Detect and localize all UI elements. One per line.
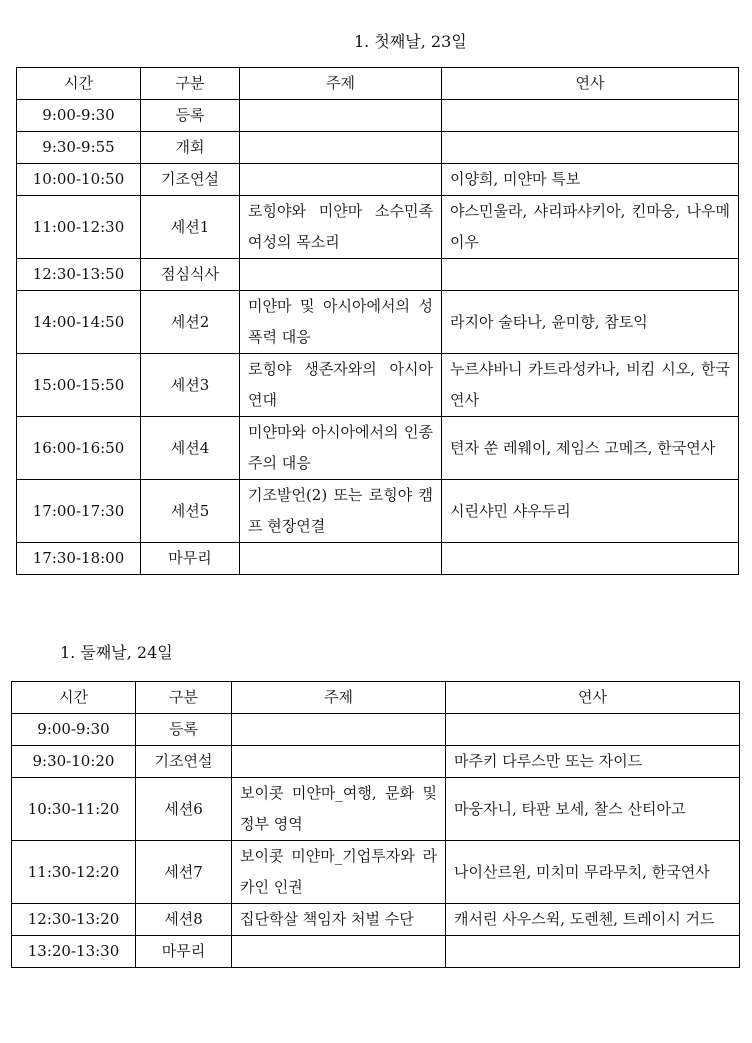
header-type: 구분 (141, 68, 240, 100)
topic-cell (232, 714, 446, 746)
table-row (12, 904, 740, 936)
type-cell: 세션1 (141, 196, 240, 259)
type-cell: 등록 (136, 714, 232, 746)
table-row (17, 259, 739, 291)
header-speaker: 연사 (442, 68, 739, 100)
speaker-cell (446, 714, 740, 746)
type-cell: 세션7 (136, 841, 232, 904)
speaker-cell: 텬자 쑨 레웨이, 제임스 고메즈, 한국연사 (442, 417, 739, 480)
speaker-cell: 시린샤민 샤우두리 (442, 480, 739, 543)
topic-cell (240, 259, 442, 291)
table-row (12, 746, 740, 778)
table-row (12, 714, 740, 746)
header-type: 구분 (136, 682, 232, 714)
type-cell: 점심식사 (141, 259, 240, 291)
topic-cell: 로힝야와 미얀마 소수민족 여성의 목소리 (240, 196, 442, 259)
topic-cell: 미얀마 및 아시아에서의 성폭력 대응 (240, 291, 442, 354)
time-cell: 11:00-12:30 (17, 196, 141, 259)
type-cell: 기조연설 (141, 164, 240, 196)
type-cell: 세션2 (141, 291, 240, 354)
topic-cell (240, 164, 442, 196)
time-cell: 17:30-18:00 (17, 543, 141, 575)
time-cell: 9:30-10:20 (12, 746, 136, 778)
header-time: 시간 (12, 682, 136, 714)
speaker-cell: 이양희, 미얀마 특보 (442, 164, 739, 196)
day2-header-row (12, 682, 740, 714)
header-topic: 주제 (240, 68, 442, 100)
topic-cell (240, 543, 442, 575)
time-cell: 11:30-12:20 (12, 841, 136, 904)
topic-cell: 집단학살 책임자 처벌 수단 (232, 904, 446, 936)
header-speaker: 연사 (446, 682, 740, 714)
time-cell: 16:00-16:50 (17, 417, 141, 480)
table-row (12, 936, 740, 968)
topic-cell: 보이콧 미얀마_여행, 문화 및 정부 영역 (232, 778, 446, 841)
speaker-cell: 누르샤바니 카트라성카나, 비킴 시오, 한국연사 (442, 354, 739, 417)
table-row (17, 164, 739, 196)
time-cell: 9:30-9:55 (17, 132, 141, 164)
type-cell: 세션3 (141, 354, 240, 417)
table-row (12, 841, 740, 904)
time-cell: 15:00-15:50 (17, 354, 141, 417)
topic-cell (232, 746, 446, 778)
table-row (17, 354, 739, 417)
speaker-cell: 캐서린 사우스윅, 도렌첸, 트레이시 거드 (446, 904, 740, 936)
table-row (17, 196, 739, 259)
day1-heading: 1. 첫째날, 23일 (354, 32, 467, 51)
speaker-cell (442, 543, 739, 575)
speaker-cell: 야스민울라, 샤리파샤키아, 킨마웅, 나우메이우 (442, 196, 739, 259)
time-cell: 10:30-11:20 (12, 778, 136, 841)
time-cell: 12:30-13:20 (12, 904, 136, 936)
speaker-cell: 라지아 술타나, 윤미향, 참토익 (442, 291, 739, 354)
table-row (17, 132, 739, 164)
topic-cell: 기조발언(2) 또는 로힝야 캠프 현장연결 (240, 480, 442, 543)
time-cell: 17:00-17:30 (17, 480, 141, 543)
type-cell: 세션5 (141, 480, 240, 543)
time-cell: 13:20-13:30 (12, 936, 136, 968)
day1-header-row (17, 68, 739, 100)
header-topic: 주제 (232, 682, 446, 714)
table-row (17, 417, 739, 480)
time-cell: 14:00-14:50 (17, 291, 141, 354)
speaker-cell (442, 132, 739, 164)
header-time: 시간 (17, 68, 141, 100)
table-row (17, 480, 739, 543)
topic-cell (240, 100, 442, 132)
topic-cell (232, 936, 446, 968)
type-cell: 기조연설 (136, 746, 232, 778)
speaker-cell (446, 936, 740, 968)
time-cell: 10:00-10:50 (17, 164, 141, 196)
table-row (17, 291, 739, 354)
topic-cell: 보이콧 미얀마_기업투자와 라카인 인권 (232, 841, 446, 904)
speaker-cell: 나이산르윈, 미치미 무라무치, 한국연사 (446, 841, 740, 904)
topic-cell: 미얀마와 아시아에서의 인종주의 대응 (240, 417, 442, 480)
day2-schedule-table (11, 681, 740, 968)
type-cell: 세션6 (136, 778, 232, 841)
type-cell: 마무리 (141, 543, 240, 575)
table-row (17, 100, 739, 132)
speaker-cell (442, 259, 739, 291)
type-cell: 개회 (141, 132, 240, 164)
time-cell: 9:00-9:30 (17, 100, 141, 132)
speaker-cell: 마웅자니, 타판 보세, 찰스 산티아고 (446, 778, 740, 841)
day2-heading: 1. 둘째날, 24일 (60, 643, 173, 662)
topic-cell (240, 132, 442, 164)
speaker-cell (442, 100, 739, 132)
time-cell: 12:30-13:50 (17, 259, 141, 291)
type-cell: 등록 (141, 100, 240, 132)
table-row (12, 778, 740, 841)
day1-schedule-table (16, 67, 739, 575)
speaker-cell: 마주키 다루스만 또는 자이드 (446, 746, 740, 778)
type-cell: 마무리 (136, 936, 232, 968)
type-cell: 세션8 (136, 904, 232, 936)
type-cell: 세션4 (141, 417, 240, 480)
topic-cell: 로힝야 생존자와의 아시아 연대 (240, 354, 442, 417)
table-row (17, 543, 739, 575)
time-cell: 9:00-9:30 (12, 714, 136, 746)
